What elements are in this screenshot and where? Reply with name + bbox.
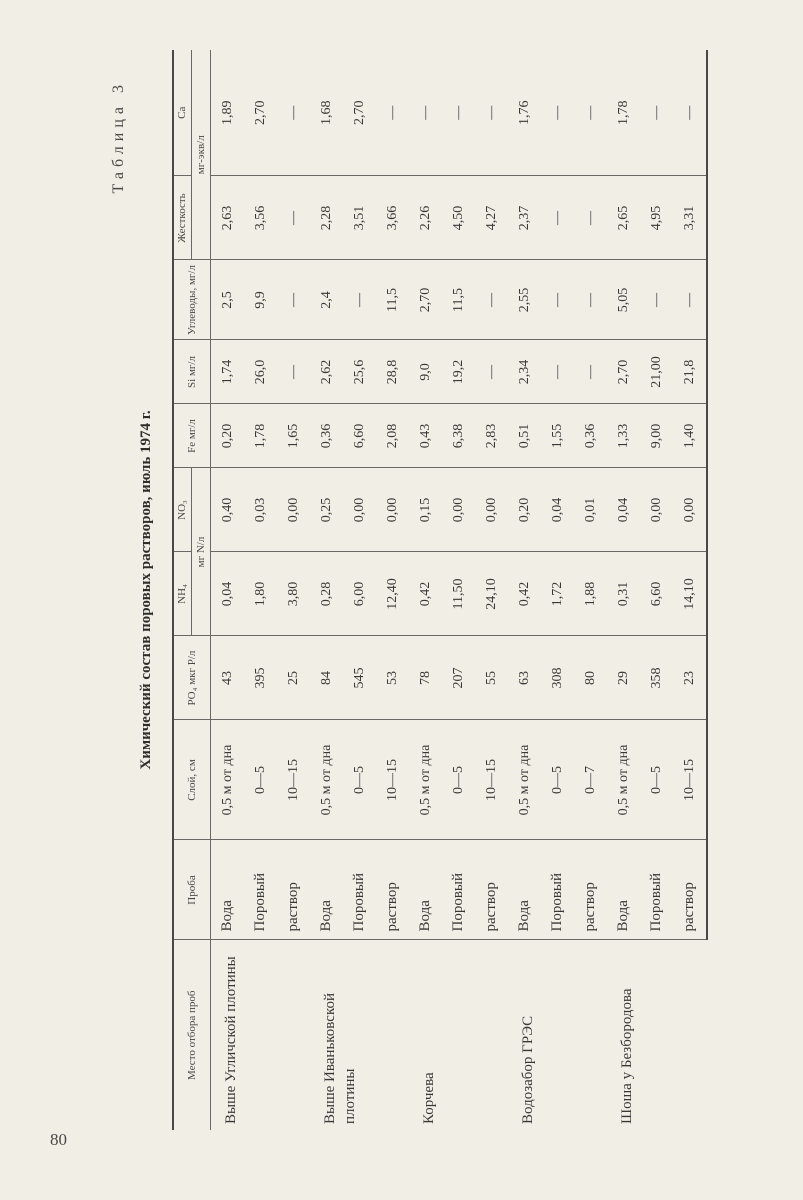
cell-fe: 0,36	[310, 404, 343, 468]
cell-no3: 0,00	[475, 468, 508, 552]
cell-nh4: 14,10	[673, 552, 707, 636]
cell-hard: 2,37	[508, 176, 541, 260]
cell-po4: 53	[376, 636, 409, 720]
cell-carb: 5,05	[607, 260, 640, 340]
rotated-table-page	[110, 50, 780, 1130]
cell-sample: Поровый	[541, 840, 574, 940]
cell-fe: 1,55	[541, 404, 574, 468]
cell-po4: 84	[310, 636, 343, 720]
cell-ca: 1,78	[615, 100, 631, 125]
cell-ca: —	[648, 105, 664, 120]
cell-ca: 1,68	[318, 100, 334, 125]
cell-carb: 11,5	[376, 260, 409, 340]
cell-layer: 0,5 м от дна	[607, 720, 640, 840]
table-row	[409, 50, 442, 1130]
cell-hard: 3,56	[244, 176, 277, 260]
cell-ca: —	[384, 105, 400, 120]
cell-hard: 3,31	[673, 176, 707, 260]
cell-po4: 80	[574, 636, 607, 720]
cell-layer: 0—5	[541, 720, 574, 840]
cell-fe: 1,33	[607, 404, 640, 468]
cell-po4: 63	[508, 636, 541, 720]
cell-no3: 0,00	[673, 468, 707, 552]
cell-hard: 2,28	[310, 176, 343, 260]
cell-sample: Поровый	[343, 840, 376, 940]
cell-carb: 2,70	[409, 260, 442, 340]
cell-nh4: 0,28	[310, 552, 343, 636]
table-body	[211, 50, 708, 1130]
cell-carb: 2,4	[310, 260, 343, 340]
cell-nh4: 12,40	[376, 552, 409, 636]
cell-fe: 0,20	[211, 404, 245, 468]
cell-sample: Вода	[409, 840, 442, 940]
cell-si: 19,2	[442, 340, 475, 404]
cell-hard: 4,95	[640, 176, 673, 260]
cell-nh4: 0,04	[211, 552, 245, 636]
unit-mg-n-per-l: мг N/л	[192, 468, 211, 636]
chemical-composition-table	[172, 50, 708, 1130]
cell-nh4: 1,88	[574, 552, 607, 636]
cell-si: 2,62	[310, 340, 343, 404]
cell-hard: 4,27	[475, 176, 508, 260]
cell-sample: Поровый	[244, 840, 277, 940]
cell-po4: 29	[607, 636, 640, 720]
cell-carb: —	[640, 260, 673, 340]
cell-po4: 358	[640, 636, 673, 720]
cell-layer: 10—15	[475, 720, 508, 840]
cell-layer: 10—15	[376, 720, 409, 840]
cell-nh4: 6,60	[640, 552, 673, 636]
cell-fe: 2,08	[376, 404, 409, 468]
header-sample: Проба	[173, 840, 211, 940]
cell-fe: 1,78	[244, 404, 277, 468]
cell-carb: 11,5	[442, 260, 475, 340]
cell-layer: 10—15	[277, 720, 310, 840]
table-row	[508, 50, 541, 1130]
cell-no3: 0,04	[607, 468, 640, 552]
cell-layer: 0,5 м от дна	[508, 720, 541, 840]
cell-no3: 0,03	[244, 468, 277, 552]
header-hardness: Жесткость	[173, 176, 192, 260]
cell-po4: 25	[277, 636, 310, 720]
cell-ca: 1,76	[516, 100, 532, 125]
cell-layer: 0—5	[343, 720, 376, 840]
header-no3: NO₃	[173, 468, 192, 552]
page-number: 80	[50, 1130, 67, 1149]
header-si: Si мг/л	[173, 340, 211, 404]
cell-no3: 0,00	[640, 468, 673, 552]
cell-no3: 0,25	[310, 468, 343, 552]
cell-sample: Вода	[211, 840, 245, 940]
cell-ca: —	[417, 105, 433, 120]
cell-ca: —	[483, 105, 499, 120]
cell-po4: 395	[244, 636, 277, 720]
cell-carb: —	[277, 260, 310, 340]
cell-si: 2,34	[508, 340, 541, 404]
cell-no3: 0,20	[508, 468, 541, 552]
cell-place: Корчева	[409, 940, 508, 1130]
cell-nh4: 0,31	[607, 552, 640, 636]
cell-hard: 4,50	[442, 176, 475, 260]
table-label: Таблица 3	[110, 80, 127, 194]
cell-hard: 2,65	[607, 176, 640, 260]
unit-mg-eq-per-l: мг-экв/л	[192, 50, 211, 260]
cell-fe: 1,40	[673, 404, 707, 468]
cell-hard: —	[541, 176, 574, 260]
cell-no3: 0,00	[343, 468, 376, 552]
cell-no3: 0,15	[409, 468, 442, 552]
cell-si: 21,8	[673, 340, 707, 404]
cell-si: 26,0	[244, 340, 277, 404]
cell-layer: 0—5	[640, 720, 673, 840]
cell-sample: раствор	[574, 840, 607, 940]
cell-po4: 308	[541, 636, 574, 720]
cell-hard: 2,26	[409, 176, 442, 260]
cell-nh4: 1,72	[541, 552, 574, 636]
cell-hard: —	[574, 176, 607, 260]
table-row	[607, 50, 640, 1130]
cell-nh4: 24,10	[475, 552, 508, 636]
cell-fe: 2,83	[475, 404, 508, 468]
cell-no3: 0,04	[541, 468, 574, 552]
cell-fe: 0,36	[574, 404, 607, 468]
header-po4: PO₄ мкг P/л	[173, 636, 211, 720]
cell-ca: —	[582, 105, 598, 120]
cell-ca: 2,70	[351, 100, 367, 125]
cell-nh4: 0,42	[508, 552, 541, 636]
cell-sample: раствор	[475, 840, 508, 940]
cell-si: —	[541, 340, 574, 404]
table-row	[310, 50, 343, 1130]
header-carbohydrates: Углеводы, мг/л	[173, 260, 211, 340]
cell-ca: 1,89	[211, 50, 245, 176]
cell-ca: —	[450, 105, 466, 120]
cell-fe: 1,65	[277, 404, 310, 468]
cell-ca: —	[673, 50, 707, 176]
cell-carb: —	[541, 260, 574, 340]
cell-fe: 0,43	[409, 404, 442, 468]
cell-layer: 0—5	[442, 720, 475, 840]
cell-hard: —	[277, 176, 310, 260]
cell-sample: раствор	[673, 840, 707, 940]
cell-po4: 43	[211, 636, 245, 720]
cell-si: 28,8	[376, 340, 409, 404]
cell-sample: Вода	[508, 840, 541, 940]
header-place: Место отбора проб	[173, 940, 211, 1130]
header-layer: Слой, см	[173, 720, 211, 840]
cell-carb: 2,5	[211, 260, 245, 340]
cell-po4: 78	[409, 636, 442, 720]
cell-carb: —	[475, 260, 508, 340]
cell-layer: 0,5 м от дна	[211, 720, 245, 840]
cell-si: —	[475, 340, 508, 404]
cell-si: —	[574, 340, 607, 404]
cell-layer: 0,5 м от дна	[409, 720, 442, 840]
cell-fe: 6,60	[343, 404, 376, 468]
cell-nh4: 0,42	[409, 552, 442, 636]
cell-carb: —	[574, 260, 607, 340]
header-nh4: NH₄	[173, 552, 192, 636]
cell-sample: раствор	[376, 840, 409, 940]
cell-si: 21,00	[640, 340, 673, 404]
header-fe: Fe мг/л	[173, 404, 211, 468]
cell-po4: 23	[673, 636, 707, 720]
cell-sample: Вода	[310, 840, 343, 940]
cell-si: 2,70	[607, 340, 640, 404]
cell-no3: 0,01	[574, 468, 607, 552]
cell-carb: —	[343, 260, 376, 340]
cell-nh4: 6,00	[343, 552, 376, 636]
cell-po4: 207	[442, 636, 475, 720]
table-row	[211, 50, 245, 1130]
cell-place: Шоша у Безбородова	[607, 940, 707, 1130]
cell-sample: Поровый	[442, 840, 475, 940]
table-title: Химический состав поровых растворов, июль 1974 г.	[138, 410, 154, 770]
cell-layer: 0—7	[574, 720, 607, 840]
cell-fe: 9,00	[640, 404, 673, 468]
cell-carb: —	[673, 260, 707, 340]
cell-layer: 0—5	[244, 720, 277, 840]
cell-fe: 6,38	[442, 404, 475, 468]
cell-si: 9,0	[409, 340, 442, 404]
cell-layer: 0,5 м от дна	[310, 720, 343, 840]
cell-sample: Вода	[607, 840, 640, 940]
cell-no3: 0,00	[277, 468, 310, 552]
cell-layer: 10—15	[673, 720, 707, 840]
header-ca: Ca	[173, 50, 192, 176]
cell-hard: 2,63	[211, 176, 245, 260]
cell-sample: Поровый	[640, 840, 673, 940]
cell-place: Выше Иваньковской плотины	[310, 940, 409, 1130]
cell-sample: раствор	[277, 840, 310, 940]
cell-fe: 0,51	[508, 404, 541, 468]
cell-carb: 9,9	[244, 260, 277, 340]
cell-nh4: 11,50	[442, 552, 475, 636]
cell-si: —	[277, 340, 310, 404]
cell-hard: 3,66	[376, 176, 409, 260]
cell-nh4: 1,80	[244, 552, 277, 636]
cell-ca: 2,70	[252, 100, 268, 125]
cell-si: 1,74	[211, 340, 245, 404]
cell-place: Водозабор ГРЭС	[508, 940, 607, 1130]
cell-po4: 55	[475, 636, 508, 720]
cell-carb: 2,55	[508, 260, 541, 340]
cell-no3: 0,40	[211, 468, 245, 552]
cell-ca: —	[285, 105, 301, 120]
cell-place: Выше Угличской плотины	[211, 940, 311, 1130]
cell-ca: —	[549, 105, 565, 120]
cell-si: 25,6	[343, 340, 376, 404]
cell-no3: 0,00	[442, 468, 475, 552]
cell-nh4: 3,80	[277, 552, 310, 636]
cell-hard: 3,51	[343, 176, 376, 260]
cell-no3: 0,00	[376, 468, 409, 552]
cell-po4: 545	[343, 636, 376, 720]
